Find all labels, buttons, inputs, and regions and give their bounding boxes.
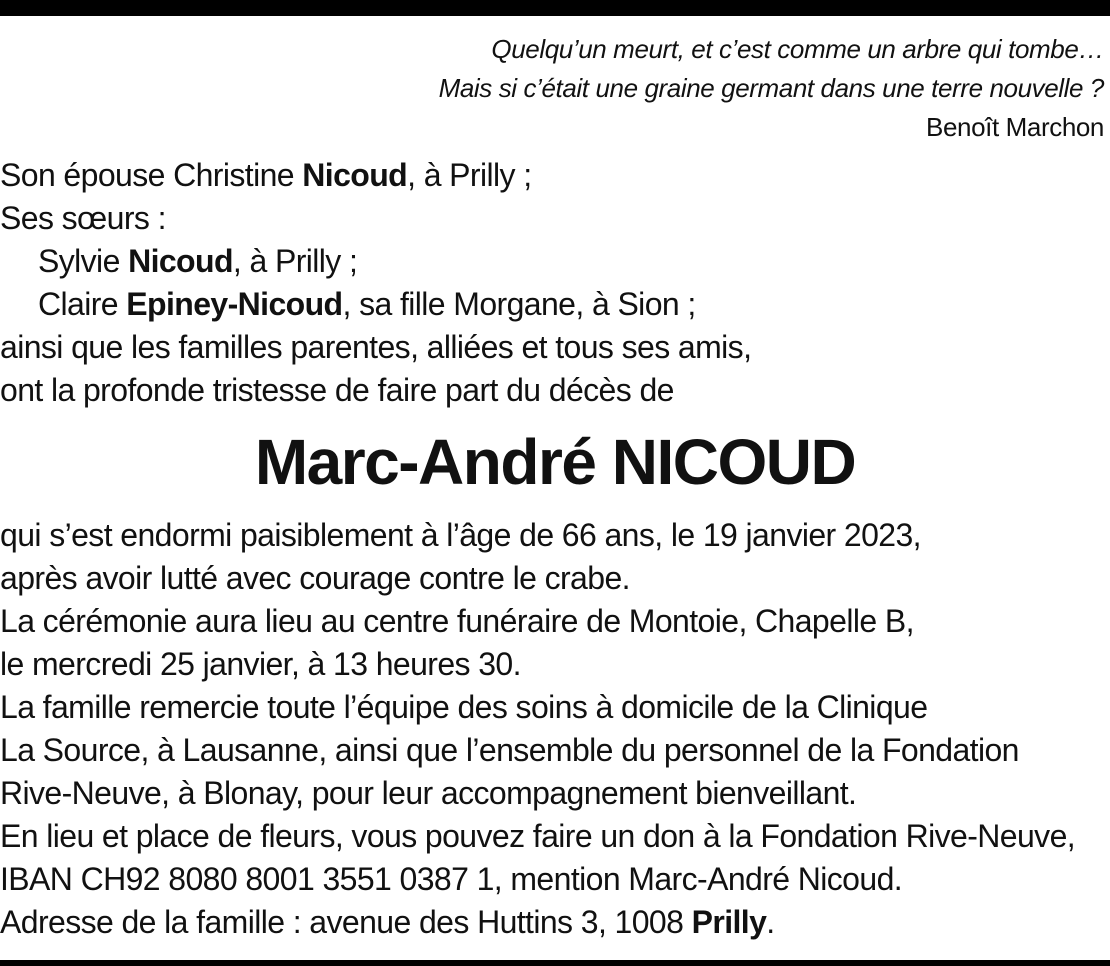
sister-1-line [0, 240, 751, 283]
epigraph-author: Benoît Marchon [926, 112, 1104, 142]
sister-2-surname: Epiney-Nicoud [126, 286, 343, 322]
spouse-line [0, 154, 751, 197]
details-text [0, 514, 1075, 944]
spouse-text: Son épouse Christine [0, 157, 303, 193]
thanks-line-1: La famille remercie toute l’équipe des soins à domicile de la Clinique [0, 689, 928, 725]
donation-line-2: IBAN CH92 8080 8001 3551 0387 1, mention Marc-André Nicoud. [0, 861, 903, 897]
bottom-rule [0, 960, 1110, 966]
address-city: Prilly [691, 904, 767, 940]
details-line-2: après avoir lutté avec courage contre le crabe. [0, 560, 630, 596]
family-list [0, 154, 751, 412]
address-line [0, 901, 1075, 944]
sister-1-first: Sylvie [38, 243, 129, 279]
ceremony-line-1: La cérémonie aura lieu au centre funéraire de Montoie, Chapelle B, [0, 603, 914, 639]
sisters-label: Ses sœurs : [0, 200, 166, 236]
thanks-line-3: Rive-Neuve, à Blonay, pour leur accompagnement bienveillant. [0, 775, 857, 811]
ceremony-line-2: le mercredi 25 janvier, à 13 heures 30. [0, 646, 521, 682]
spouse-location: , à Prilly ; [407, 157, 532, 193]
epigraph-line-1: Quelqu’un meurt, et c’est comme un arbre qui tombe… [491, 34, 1104, 64]
spouse-surname: Nicoud [302, 157, 408, 193]
epigraph [439, 30, 1104, 147]
sister-2-first: Claire [38, 286, 127, 322]
deceased-name: Marc-André NICOUD [254, 426, 856, 498]
top-rule [0, 0, 1110, 16]
sister-2-location: , sa fille Morgane, à Sion ; [342, 286, 696, 322]
donation-line-1: En lieu et place de fleurs, vous pouvez faire un don à la Fondation Rive-Neuve, [0, 818, 1076, 854]
sister-1-location: , à Prilly ; [232, 243, 358, 279]
epigraph-line-2: Mais si c’était une graine germant dans une terre nouvelle ? [438, 73, 1104, 103]
announcement-line: ont la profonde tristesse de faire part du décès de [0, 372, 674, 408]
relatives-line: ainsi que les familles parentes, alliées et tous ses amis, [0, 329, 752, 365]
address-text: Adresse de la famille : avenue des Huttins 3, 1008 [0, 904, 692, 940]
details-line-1: qui s’est endormi paisiblement à l’âge de 66 ans, le 19 janvier 2023, [0, 517, 921, 553]
sister-1-surname: Nicoud [128, 243, 233, 279]
sister-2-line [0, 283, 751, 326]
address-end: . [766, 904, 775, 940]
thanks-line-2: La Source, à Lausanne, ainsi que l’ensemble du personnel de la Fondation [0, 732, 1019, 768]
